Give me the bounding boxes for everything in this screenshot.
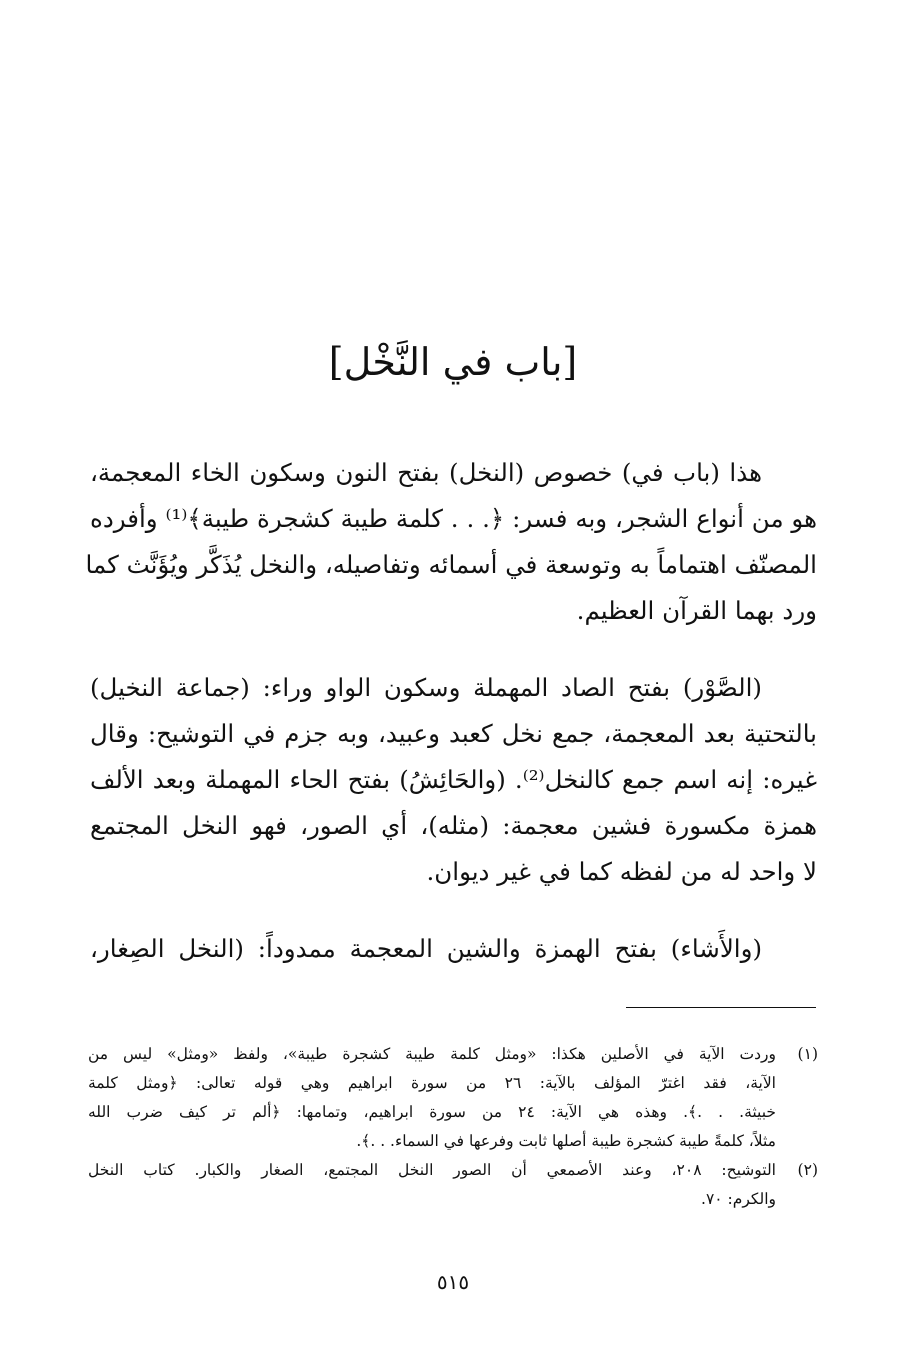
footnote-line: التوشيح: ٢٠٨، وعند الأصمعي أن الصور النخل المجتمع، الصغار والكبار. كتاب النخل xyxy=(88,1161,776,1179)
text-line: همزة مكسورة فشين معجمة: (مثله)، أي الصور، فهو النخل المجتمع xyxy=(90,811,817,840)
paragraph-1 xyxy=(85,450,818,634)
footnote-line: خبيثة. . .﴾. وهذه هي الآية: ٢٤ من سورة ابراهيم، وتمامها: ﴿ألم تر كيف ضرب الله xyxy=(88,1103,776,1121)
paragraph-2 xyxy=(90,665,817,895)
footnote-line: وردت الآية في الأصلين هكذا: «ومثل كلمة طيبة كشجرة طيبة»، ولفظ «ومثل» ليس من xyxy=(88,1045,776,1063)
footnotes xyxy=(88,1040,818,1214)
footnote-line: الآية، فقد اغترّ المؤلف بالآية: ٢٦ من سورة ابراهيم وهي قوله تعالى: ﴿ومثل كلمة xyxy=(88,1074,776,1092)
text-line: بالتحتية بعد المعجمة، جمع نخل كعبد وعبيد، وبه جزم في التوشيح: وقال xyxy=(90,719,817,748)
text-line: لا واحد له من لفظه كما في غير ديوان. xyxy=(426,857,817,886)
text-line: غيره: إنه اسم جمع كالنخل⁽²⁾. (والحَائِشُ) بفتح الحاء المهملة وبعد الألف xyxy=(90,765,818,794)
text-line: ورد بهما القرآن العظيم. xyxy=(576,596,817,625)
footnote-body xyxy=(88,1156,776,1214)
paragraph-3 xyxy=(90,926,817,972)
footnote-line: مثلاً، كلمةً طيبة كشجرة طيبة أصلها ثابت وفرعها في السماء. . .﴾. xyxy=(356,1132,776,1150)
footnote-1 xyxy=(88,1040,818,1156)
footnote-number: (٢) xyxy=(797,1161,818,1179)
text-line: المصنّف اهتماماً به وتوسعة في أسمائه وتفاصيله، والنخل يُذَكَّر ويُؤَنَّث كما xyxy=(85,550,817,579)
chapter-title: [باب في النَّخْل] xyxy=(328,340,578,384)
footnote-number: (١) xyxy=(797,1045,818,1063)
text-line: (والأَشاء) بفتح الهمزة والشين المعجمة ممدوداً: (النخل الصِغار، xyxy=(90,934,762,963)
footnote-2 xyxy=(88,1156,818,1214)
footnote-line: والكرم: ٧٠. xyxy=(701,1190,776,1208)
text-line: (الصَّوْر) بفتح الصاد المهملة وسكون الواو وراء: (جماعة النخيل) xyxy=(90,673,762,702)
text-line: هو من أنواع الشجر، وبه فسر: ﴿. . . كلمة طيبة كشجرة طيبة﴾⁽¹⁾ وأفرده xyxy=(90,504,818,533)
footnote-divider xyxy=(626,1007,816,1008)
page-number: ٥١٥ xyxy=(436,1270,470,1294)
text-line: هذا (باب في) خصوص (النخل) بفتح النون وسكون الخاء المعجمة، xyxy=(90,458,762,487)
footnote-body xyxy=(88,1040,776,1156)
